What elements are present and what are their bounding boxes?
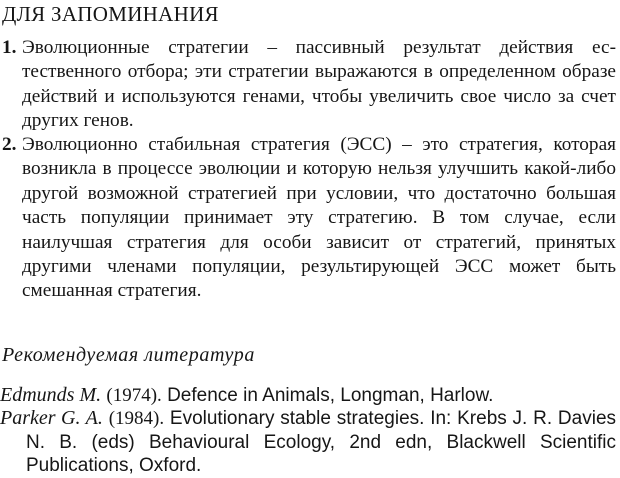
reference-text: Evolutionary stable strategies. In: Krebs J. R. Davies N. B. (eds) Behavioural Ecology, 2nd edn, Blackwell Scientific Publications, Oxford. xyxy=(26,408,617,477)
item-text: Эволюционные стратегии – пассивный результат действия естественного отбора; эти стратегии выражаются в определенном образе действий и используются генами, чтобы увеличить свое число за счет других генов. xyxy=(22,37,616,132)
reference-year: (1974). xyxy=(106,385,162,406)
reference-text: Defence in Animals, Longman, Harlow. xyxy=(167,385,494,406)
reference-entry xyxy=(0,407,616,478)
section-heading: ДЛЯ ЗАПОМИНАНИЯ xyxy=(2,2,219,26)
summary-item xyxy=(2,36,616,134)
reference-author: Parker G. A. xyxy=(0,407,103,429)
reference-entry xyxy=(0,384,616,408)
item-number: 1. xyxy=(2,37,17,58)
reference-author: Edmunds M. xyxy=(0,384,102,406)
item-number: 2. xyxy=(2,134,17,155)
references-title: Рекомендуемая литература xyxy=(2,344,255,366)
reference-year: (1984). xyxy=(108,408,165,429)
item-text: Эволюционно стабильная стратегия (ЭСС) – это стратегия, которая возникла в процессе эволюции и которую нельзя улучшить какой-либо другой возможной стратегией при условии, что достаточно большая часть популяции принимает эту стратегию. В том случае, если наилучшая стратегия для особи зависит от стратегий, принятых другими членами популяции, результирующей ЭСС может быть смешанная стратегия. xyxy=(22,134,616,302)
summary-item xyxy=(2,133,616,304)
